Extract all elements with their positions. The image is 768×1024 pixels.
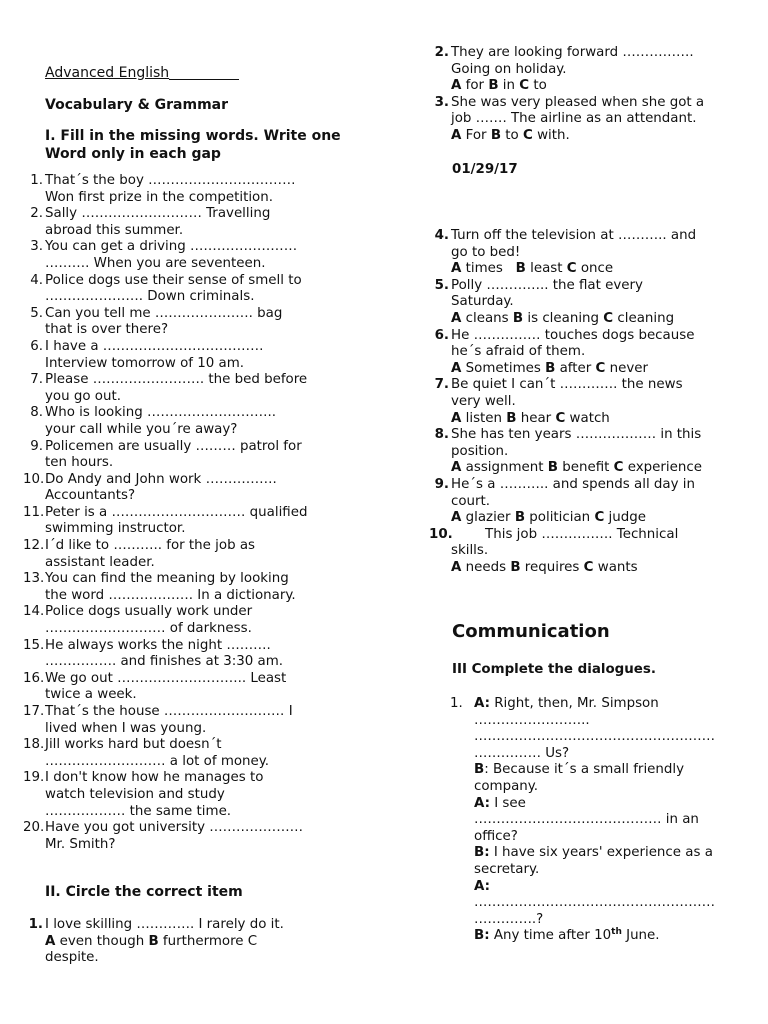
option-letter: C [566, 261, 577, 277]
item-line: Accountants? [45, 488, 136, 504]
list-item [434, 277, 733, 328]
item-line: abroad this summer. [45, 222, 184, 238]
item-options [451, 311, 733, 328]
item-number: 15. [23, 637, 45, 653]
option-text: least [525, 261, 567, 277]
list-item [23, 471, 335, 505]
item-line: He …………… touches dogs because [451, 327, 695, 343]
list-item [30, 239, 335, 272]
item-line: She has ten years ……………… in this [451, 427, 702, 443]
option-text: benefit [558, 460, 614, 476]
item-number: 3. [434, 94, 449, 110]
item-line: Mr. Smith? [45, 836, 116, 852]
speaker-a-label: A: [474, 878, 490, 894]
list-item [28, 917, 335, 967]
list-item [434, 94, 733, 145]
option-letter: C [595, 360, 606, 376]
item-number: 4. [434, 228, 449, 243]
option-letter: A [451, 127, 462, 143]
item-number: 1. [450, 696, 463, 711]
item-line: Won first prize in the competition. [45, 189, 273, 205]
option-letter: C [603, 310, 614, 326]
item-number: 3. [30, 239, 43, 255]
item-line: go to bed! [451, 244, 521, 260]
item-line: You can find the meaning by looking [45, 571, 289, 587]
dialogue-line: office? [474, 828, 518, 844]
item-options [451, 261, 733, 278]
list-item [23, 770, 335, 820]
item-line: Police dogs use their sense of smell to [45, 272, 302, 288]
item-line: position. [451, 443, 509, 459]
communication-title: Communication [452, 621, 610, 642]
section1-title-line2: Word only in each gap [45, 146, 221, 162]
item-line: …………………. Down criminals. [45, 289, 255, 305]
list-item [30, 173, 335, 206]
item-line: Going on holiday. [451, 61, 567, 77]
item-line: I have a ……………………………… [45, 338, 264, 354]
dialogue-text: Right, then, Mr. Simpson [489, 696, 659, 711]
dialogue-text: Any time after 10 [489, 928, 612, 944]
item-options [45, 934, 335, 951]
item-number: 8. [434, 427, 449, 443]
item-line: assistant leader. [45, 554, 155, 570]
option-text: to [501, 127, 523, 143]
item-line: You can get a driving …………………… [45, 239, 298, 255]
dialogue-line [474, 879, 729, 896]
list-item [23, 637, 335, 671]
item-number: 14. [23, 604, 45, 620]
option-letter: A [451, 261, 462, 277]
list-item [434, 476, 733, 527]
item-number: 6. [30, 338, 43, 354]
speaker-b-label: B [474, 762, 485, 778]
dialogue-line: …………… Us? [474, 745, 570, 761]
item-line: he´s afraid of them. [451, 344, 586, 360]
subtitle: Vocabulary & Grammar [45, 97, 229, 113]
item-line: Do Andy and John work ……………. [45, 471, 277, 487]
date-stamp: 01/29/17 [452, 162, 518, 177]
dialogue-gap: ……………………………………………… [474, 895, 716, 911]
item-line: This job ……………. Technical [451, 526, 679, 542]
course-title-text: Advanced English [45, 65, 170, 81]
option-text: for [461, 78, 489, 94]
course-title [45, 65, 239, 82]
option-text: Sometimes [461, 360, 546, 376]
item-line: Please ……………………. the bed before [45, 372, 308, 388]
item-line: Can you tell me …………………. bag [45, 305, 283, 321]
option-letter: A [451, 510, 462, 526]
option-text: even though [55, 933, 149, 949]
option-letter: C [594, 510, 605, 526]
speaker-b-label: B: [474, 928, 490, 944]
list-item [429, 526, 733, 577]
dialogue-line: secretary. [474, 861, 540, 877]
item-number: 12. [23, 538, 45, 554]
item-line: your call while you´re away? [45, 421, 238, 437]
option-letter: C [613, 460, 624, 476]
section2-continued-list [434, 45, 733, 145]
dialogue-line [474, 845, 729, 862]
dialogue-text: June. [621, 928, 660, 944]
item-line: Jill works hard but doesn´t [45, 737, 222, 753]
list-item [434, 427, 733, 477]
option-text: needs [461, 559, 511, 575]
item-line: I love skilling …………. I rarely do it. [45, 917, 284, 932]
list-item [434, 45, 733, 95]
option-letter: B [490, 127, 502, 143]
item-line: Have you got university ………………… [45, 820, 303, 836]
item-line: despite. [45, 950, 99, 966]
dialogue [450, 696, 729, 945]
list-item [30, 405, 335, 438]
item-line: Be quiet I can´t …………. the news [451, 377, 683, 393]
option-letter: A [451, 310, 462, 326]
option-letter: C [555, 410, 566, 426]
item-line: ……………………… of darkness. [45, 621, 252, 637]
item-line: twice a week. [45, 687, 137, 703]
option-letter: B [515, 261, 526, 277]
dialogue-gap: ……………………………………………… [474, 729, 716, 745]
option-letter: A [451, 410, 462, 426]
item-number: 10. [429, 526, 453, 542]
dialogue-text: I see [489, 795, 526, 811]
speaker-b-label: B: [474, 845, 490, 861]
item-line: Saturday. [451, 294, 514, 310]
item-line: Who is looking ……………………….. [45, 405, 276, 421]
list-item [23, 538, 335, 571]
item-line: court. [451, 493, 491, 509]
option-text: glazier [461, 510, 515, 526]
option-text: cleans [461, 310, 513, 326]
option-text: For [461, 127, 491, 143]
option-text: experience [623, 460, 702, 476]
option-text: listen [461, 410, 507, 426]
item-number: 19. [23, 770, 45, 786]
item-number: 2. [30, 206, 43, 222]
option-text: cleaning [613, 310, 675, 326]
list-item [23, 604, 335, 637]
communication-subtitle: III Complete the dialogues. [452, 662, 656, 677]
item-number: 20. [23, 820, 45, 836]
option-letter: A [45, 933, 56, 949]
item-line: ……………. and finishes at 3:30 am. [45, 654, 284, 670]
item-line: ………. When you are seventeen. [45, 255, 266, 271]
option-letter: B [512, 310, 524, 326]
item-line: swimming instructor. [45, 521, 186, 537]
section1-list [23, 173, 335, 853]
item-line: Peter is a ………………………… qualified [45, 504, 308, 520]
item-line: He´s a ……….. and spends all day in [451, 476, 696, 492]
speaker-a-label: A: [474, 795, 490, 811]
item-number: 5. [434, 277, 449, 293]
option-text: never [605, 360, 648, 376]
dialogue-text: : Because it´s a small friendly [484, 762, 685, 778]
list-item [30, 272, 335, 306]
item-line: ……………………… a lot of money. [45, 753, 270, 769]
option-text: to [529, 78, 547, 94]
item-line: Sally ……………………… Travelling [45, 206, 271, 222]
option-text: is cleaning [523, 310, 604, 326]
dialogue-gap: …………………….. [474, 712, 590, 728]
section2-title: II. Circle the correct item [45, 884, 243, 900]
item-line: ……………… the same time. [45, 803, 232, 819]
list-item [30, 338, 335, 372]
dialogue-line [474, 696, 729, 713]
item-number: 7. [434, 377, 449, 393]
item-options [451, 78, 733, 95]
list-item [23, 670, 335, 704]
option-text: politician [525, 510, 595, 526]
item-number: 17. [23, 704, 45, 719]
list-item [434, 327, 733, 378]
list-item [23, 571, 335, 604]
option-letter: C [523, 127, 533, 143]
item-line: I´d like to ……….. for the job as [45, 538, 256, 554]
item-line: watch television and study [45, 786, 225, 802]
superscript: th [611, 927, 622, 938]
item-line: Interview tomorrow of 10 am. [45, 355, 245, 371]
list-item [23, 504, 335, 538]
list-item [30, 305, 335, 339]
item-line: the word ………………. In a dictionary. [45, 587, 296, 603]
dialogue-line: company. [474, 778, 539, 794]
item-line: Polly ………….. the flat every [451, 277, 643, 293]
option-text: assignment [461, 460, 548, 476]
option-letter: B [506, 410, 517, 426]
option-text: after [555, 360, 596, 376]
section2-more-list [429, 228, 733, 576]
item-line: He always works the night ………. [45, 637, 271, 653]
item-number: 10. [23, 471, 45, 487]
option-text: requires [520, 559, 584, 575]
option-text: in [498, 78, 520, 94]
item-number: 13. [23, 571, 45, 587]
list-item [30, 372, 335, 405]
option-letter: B [488, 78, 499, 94]
item-options [451, 411, 733, 428]
option-text: furthermore C [158, 933, 258, 949]
dialogue-line [474, 928, 729, 945]
item-line: skills. [451, 543, 489, 559]
item-options [451, 128, 733, 145]
item-line: They are looking forward ……………. [451, 45, 694, 60]
dialogue-gap: …………………………………… in an [474, 812, 699, 828]
section2-list [28, 917, 335, 967]
option-text: hear [516, 410, 556, 426]
option-letter: B [510, 559, 521, 575]
list-item [30, 438, 335, 472]
item-line: I don't know how he manages to [45, 770, 264, 786]
option-letter: A [451, 78, 462, 94]
item-number: 5. [30, 305, 43, 321]
list-item [30, 206, 335, 239]
item-options [451, 361, 733, 378]
item-line: you go out. [45, 388, 121, 404]
item-line: We go out ……………………….. Least [45, 670, 287, 686]
list-item [23, 704, 335, 737]
option-letter: B [514, 510, 526, 526]
item-line: That´s the house ……………………… I [45, 704, 293, 719]
option-text: with. [532, 127, 570, 143]
item-number: 4. [30, 272, 43, 288]
item-number: 7. [30, 372, 43, 388]
option-text: wants [593, 559, 638, 575]
option-letter: C [519, 78, 530, 94]
dialogue-text: I have six years' experience as a [489, 845, 713, 861]
option-letter: A [451, 360, 462, 376]
item-line: that is over there? [45, 322, 169, 338]
option-letter: A [451, 559, 462, 575]
option-text: once [576, 261, 614, 277]
item-line: ten hours. [45, 455, 114, 471]
item-line: Policemen are usually ……… patrol for [45, 438, 302, 454]
item-line: Police dogs usually work under [45, 604, 253, 620]
list-item [23, 820, 335, 853]
item-number: 2. [434, 45, 449, 60]
item-number: 1. [28, 917, 43, 932]
option-letter: A [451, 460, 462, 476]
speaker-a-label: A: [474, 696, 490, 711]
option-text: times [461, 261, 516, 277]
item-number: 6. [434, 327, 449, 343]
item-number: 18. [23, 737, 45, 753]
option-text: watch [565, 410, 610, 426]
option-letter: B [148, 933, 159, 949]
dialogue-line: …………..? [474, 911, 544, 927]
item-number: 9. [30, 438, 43, 454]
list-item [434, 228, 733, 278]
section1-title-line1: I. Fill in the missing words. Write one [45, 128, 341, 144]
dialogue-line [474, 796, 729, 813]
item-line: That´s the boy …………………………… [45, 173, 296, 188]
item-line: very well. [451, 393, 516, 409]
option-letter: B [545, 360, 556, 376]
item-options [451, 460, 733, 477]
item-line: She was very pleased when she got a [451, 94, 705, 110]
list-item [23, 737, 335, 770]
title-underline [169, 66, 239, 80]
list-item [434, 377, 733, 427]
item-number: 8. [30, 405, 43, 421]
option-letter: C [583, 559, 594, 575]
item-number: 9. [434, 476, 449, 492]
item-options [451, 560, 733, 577]
option-text: judge [604, 510, 646, 526]
item-options [451, 510, 733, 527]
item-line: Turn off the television at ……….. and [451, 228, 697, 243]
item-number: 1. [30, 173, 43, 188]
item-number: 11. [23, 504, 45, 520]
item-line: lived when I was young. [45, 720, 207, 736]
option-letter: B [547, 460, 558, 476]
dialogue-line [474, 762, 729, 779]
section1-title [45, 127, 365, 163]
item-number: 16. [23, 670, 45, 686]
item-line: job ……. The airline as an attendant. [451, 111, 697, 127]
